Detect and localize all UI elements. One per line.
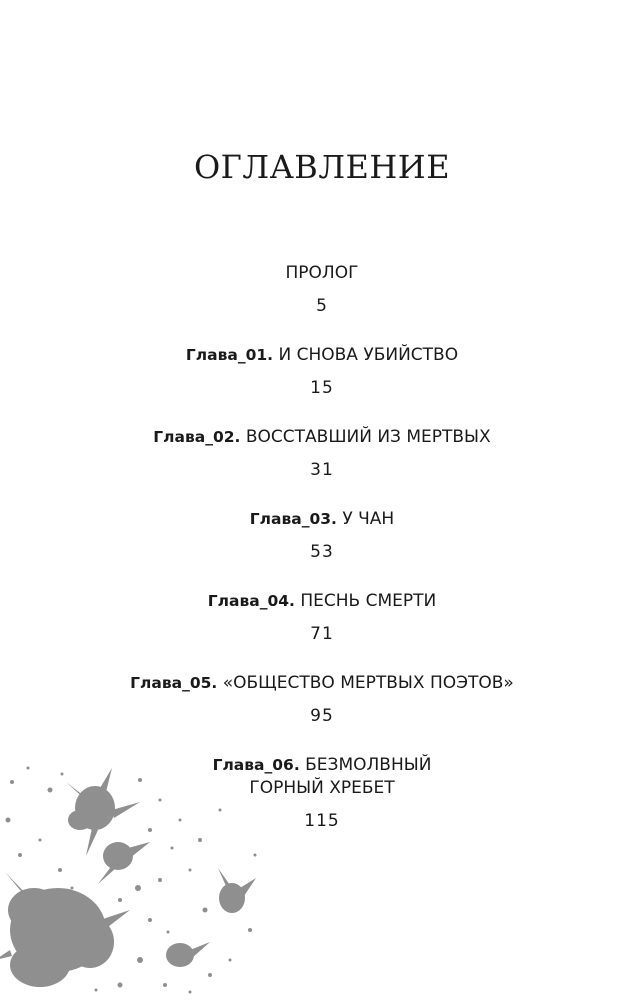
toc-entry-title [0,508,644,531]
chapter-title: ПРОЛОГ [285,263,359,283]
toc-entry [0,344,644,400]
toc-entry-title [0,672,644,695]
page-number: 5 [316,296,328,316]
page-number: 95 [310,706,334,726]
chapter-title: ГОРНЫЙ ХРЕБЕТ [249,778,395,798]
toc-entry [0,590,644,646]
chapter-number: Глава_01. [185,346,274,364]
toc-entry-title-line [0,262,644,285]
toc-entry-title-line [0,426,644,449]
chapter-title: БЕЗМОЛВНЫЙ [305,755,432,775]
page-number: 71 [310,624,334,644]
chapter-title: ВОССТАВШИЙ ИЗ МЕРТВЫХ [245,427,491,447]
chapter-number: Глава_04. [207,592,295,610]
chapter-number: Глава_03. [249,510,337,528]
chapter-title: У ЧАН [342,509,395,529]
toc-entry-title [0,262,644,285]
chapter-number: Глава_05. [130,674,218,692]
chapter-number: Глава_02. [153,428,241,446]
toc-entry-title-line [0,672,644,695]
page-number: 115 [304,811,340,831]
toc-entry-title-line [0,590,644,613]
toc-entry-title [0,344,644,367]
toc-entry [0,508,644,564]
page-number: 53 [310,542,334,562]
chapter-title: ПЕСНЬ СМЕРТИ [300,591,437,611]
toc-entry-title [0,590,644,613]
toc-entry [0,672,644,728]
toc-entry-title-line [0,344,644,367]
toc-entry [0,262,644,318]
chapter-title: И СНОВА УБИЙСТВО [278,345,459,365]
toc-entry-title-line [0,508,644,531]
page-number: 31 [310,460,334,480]
toc-entry [0,426,644,482]
ink-splatter-icon [0,760,270,1000]
page-title: ОГЛАВЛЕНИЕ [193,148,451,186]
toc-entry-title [0,426,644,449]
chapter-number: Глава_06. [212,756,300,774]
page-number: 15 [310,378,334,398]
chapter-title: «ОБЩЕСТВО МЕРТВЫХ ПОЭТОВ» [222,673,514,693]
